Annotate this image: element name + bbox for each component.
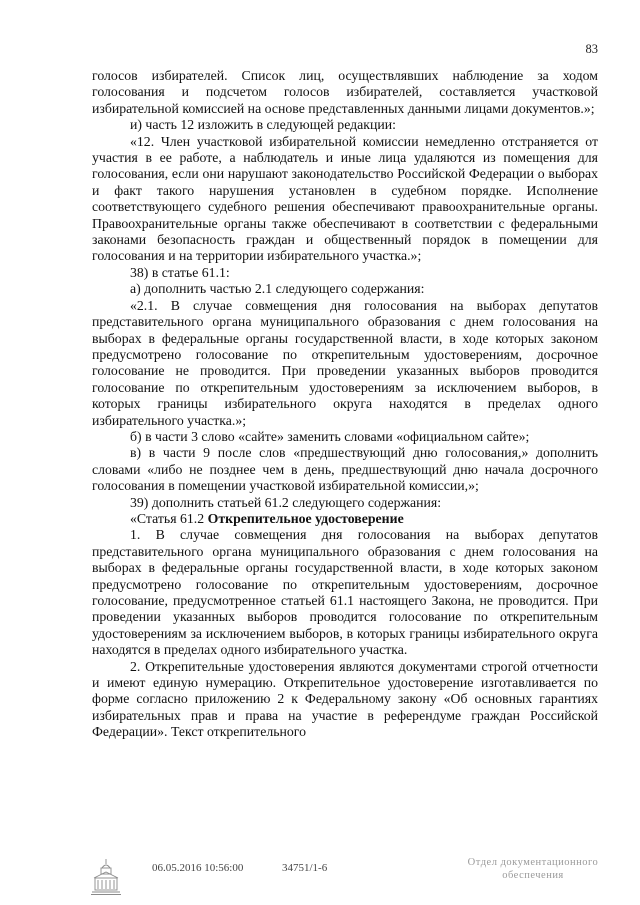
article-prefix: «Статья 61.2 xyxy=(130,510,208,526)
page-number: 83 xyxy=(585,42,598,56)
paragraph xyxy=(92,511,598,527)
paragraph: а) дополнить частью 2.1 следующего содержания: xyxy=(130,281,425,297)
paragraph: в) в части 9 после слов «предшествующий дню голосования,» дополнить словами «либо не позднее чем в день, предшествующий дню начала досрочного голосования в помещении участковой избирательной комиссии,»; xyxy=(92,445,598,494)
paragraph: 1. В случае совмещения дня голосования на выборах депутатов представительного органа муниципального образования с днем голосования на выборах в федеральные органы государственной власти, в ходе которых законом предусмотрено голосование по открепительным удостоверениям, досрочное голосование, предусмотренное статьей 61.1 настоящего Закона, не проводится. При проведении указанных выборов проводится голосование по открепительным удостоверениям за исключением выборов, в которых границы избирательного округа находятся в пределах одного избирательного участка. xyxy=(92,527,598,658)
stamp-line-2: обеспечения xyxy=(502,870,564,881)
paragraph: 39) дополнить статьей 61.2 следующего содержания: xyxy=(130,494,442,510)
paragraph: и) часть 12 изложить в следующей редакции: xyxy=(130,117,396,133)
paragraph: 38) в статье 61.1: xyxy=(130,264,230,280)
document-body xyxy=(92,68,598,741)
paragraph: 2. Открепительные удостоверения являются документами строгой отчетности и имеют единую нумерацию. Открепительное удостоверение изготавливается по форме согласно приложению 2 к Федеральному закону «Об основных гарантиях избирательных прав и права на участие в референдуме граждан Российской Федерации». Текст открепительного xyxy=(92,658,598,740)
footer-document-code: 34751/1-6 xyxy=(282,862,328,874)
stamp-line-1: Отдел документационного xyxy=(467,857,599,868)
article-title: Открепительное удостоверение xyxy=(207,510,404,526)
footer-datetime: 06.05.2016 10:56:00 xyxy=(152,862,244,874)
building-emblem-icon xyxy=(88,856,124,896)
page-footer xyxy=(0,852,640,902)
paragraph: б) в части 3 слово «сайте» заменить словами «официальном сайте»; xyxy=(130,428,530,444)
paragraph: голосов избирателей. Список лиц, осуществлявших наблюдение за ходом голосования и подсчетом голосов избирателей, составляется участковой избирательной комиссией на основе представленных данными лицами документов.»; xyxy=(92,68,598,116)
paragraph: «12. Член участковой избирательной комиссии немедленно отстраняется от участия в ее работе, а наблюдатель и иные лица удаляются из помещения для голосования, если они нарушают законодательство Российской Федерации о выборах и факт такого нарушения установлен в судебном порядке. Исполнение соответствующего судебного решения обеспечивают правоохранительные органы. Правоохранительные органы также обеспечивают в соответствии с федеральными законами безопасность граждан и общественный порядок в помещении для голосования и на территории избирательного участка.»; xyxy=(92,133,598,264)
paragraph: «2.1. В случае совмещения дня голосования на выборах депутатов представительного органа муниципального образования с днем голосования на выборах в федеральные органы государственной власти, в ходе которых законом предусмотрено голосование по открепительным удостоверениям, досрочное голосование не проводится. При проведении указанных выборов проводится голосование по открепительным удостоверениям за исключением выборов, в которых границы избирательного округа находятся в пределах одного избирательного участка.»; xyxy=(92,297,598,428)
department-stamp xyxy=(448,856,618,882)
